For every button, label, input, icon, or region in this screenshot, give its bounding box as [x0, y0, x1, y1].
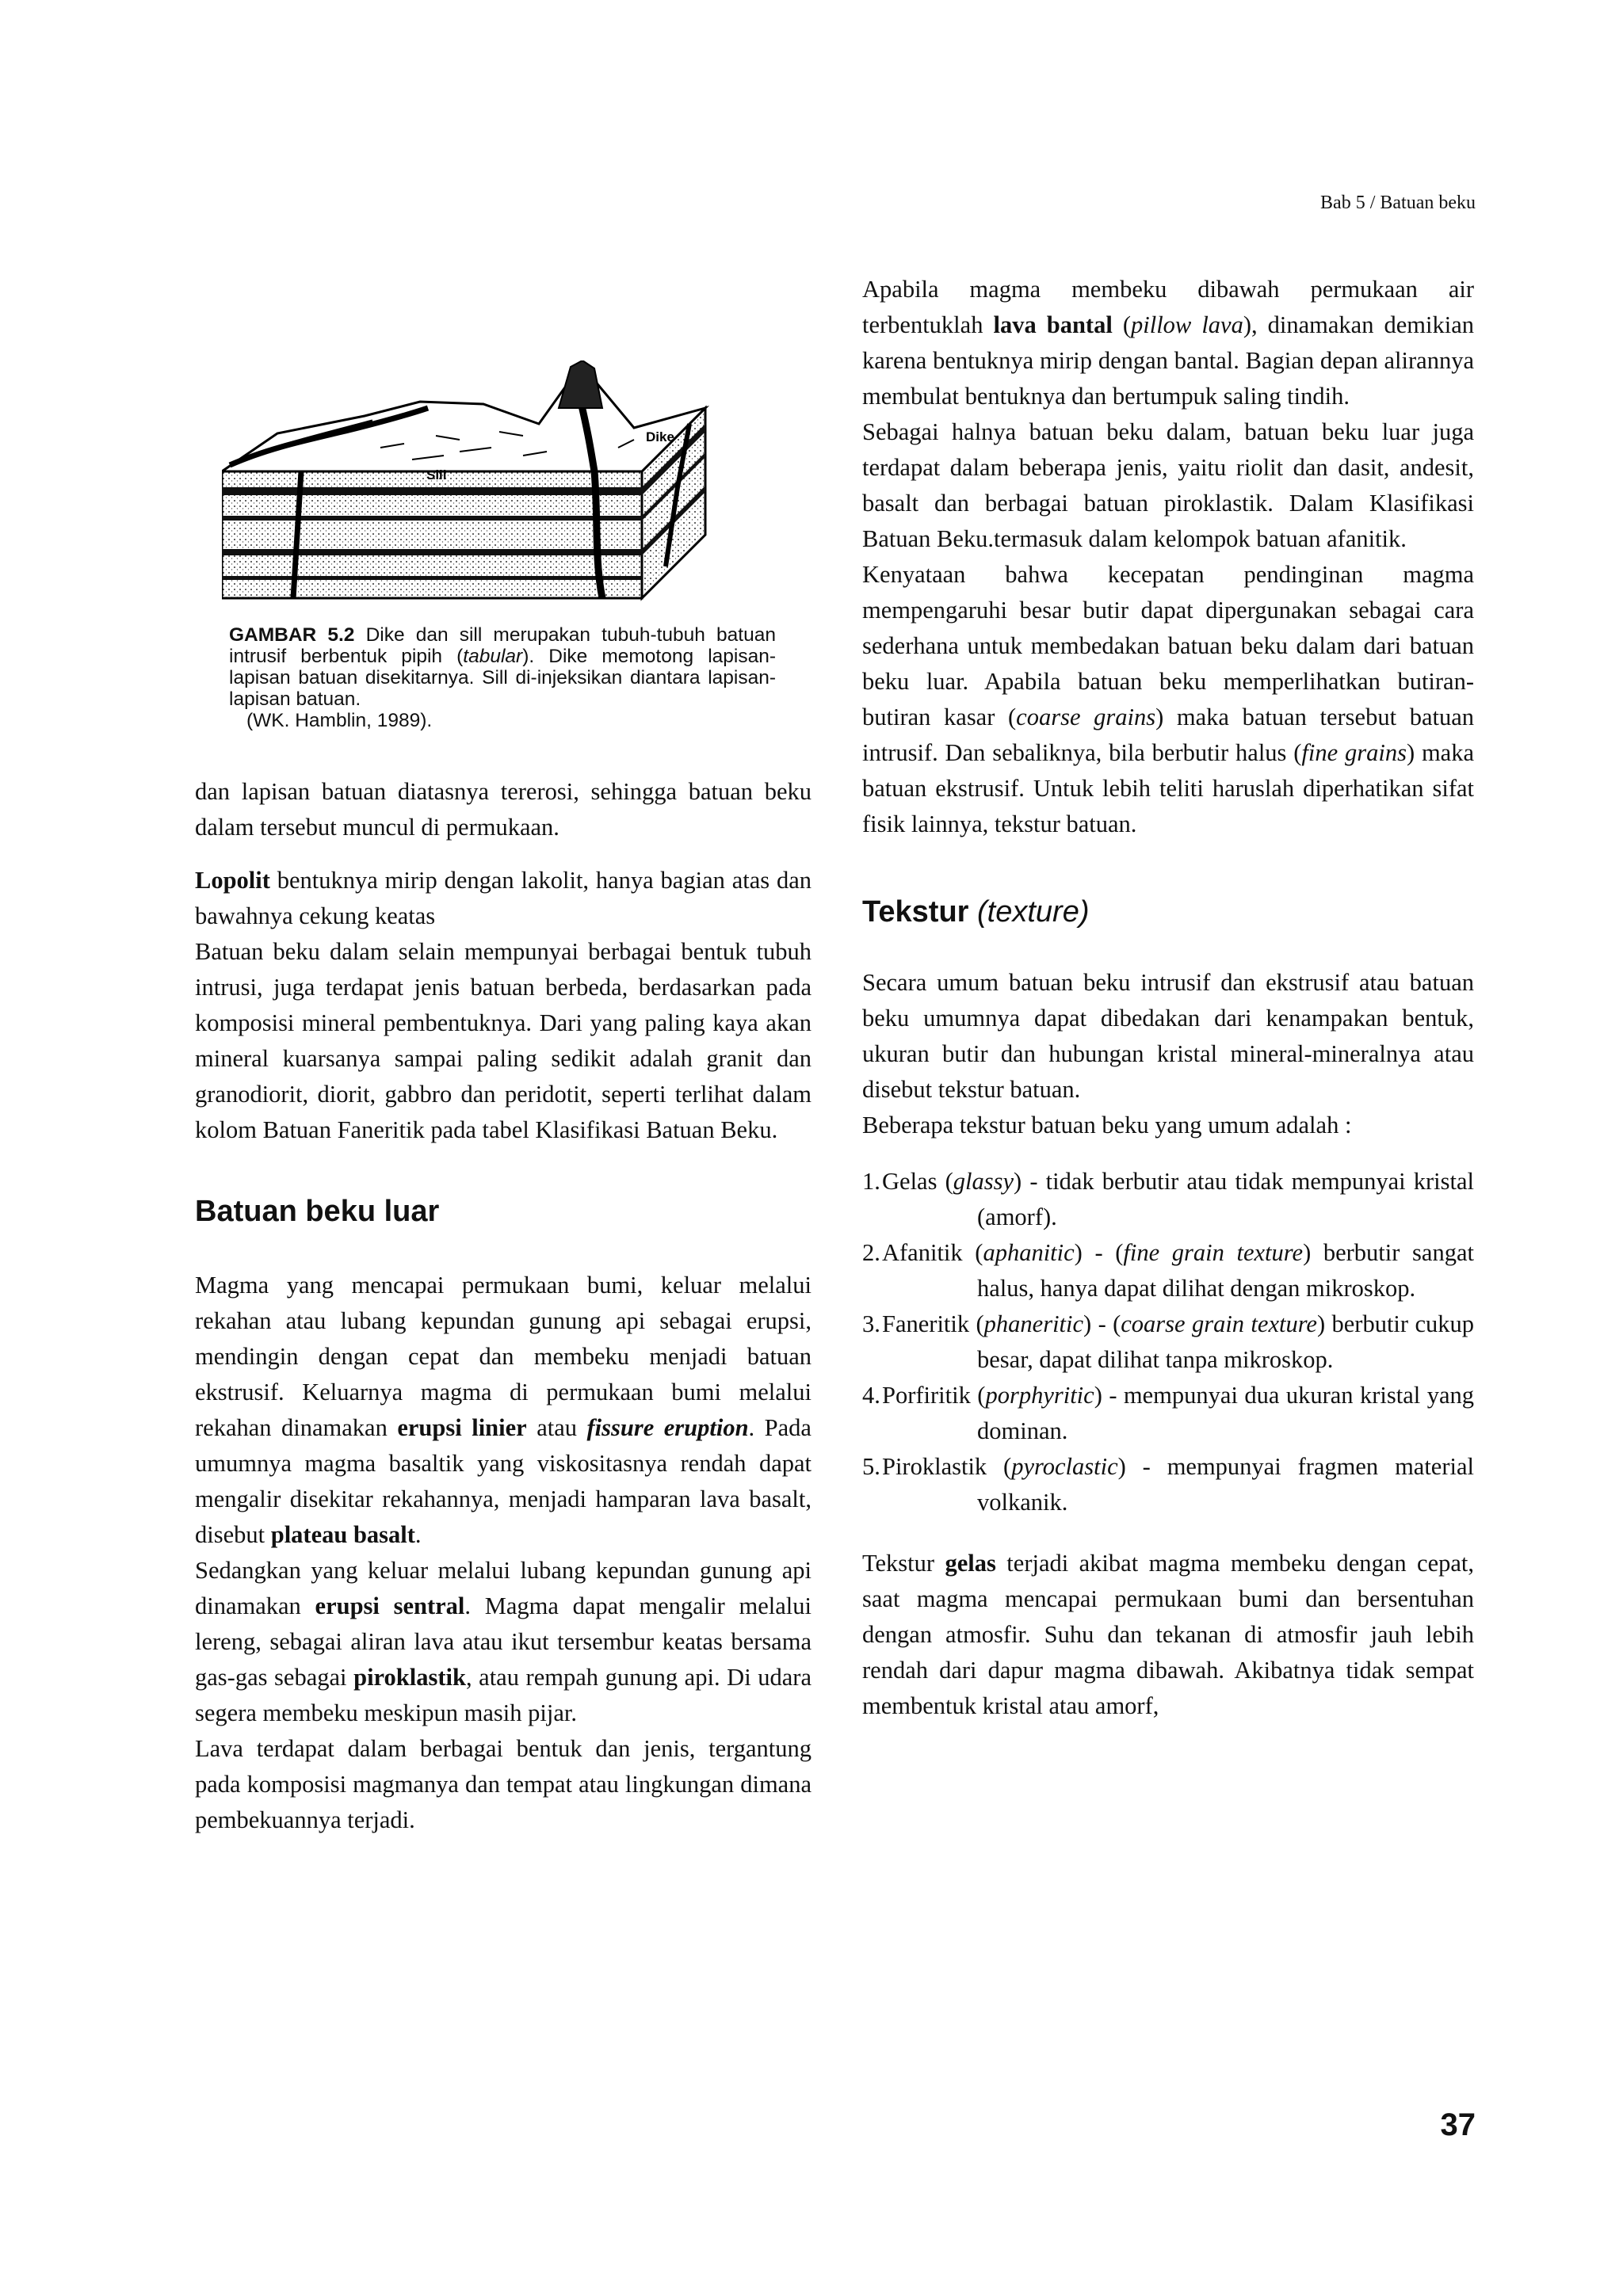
list-text-part: ) - ( — [1074, 1239, 1124, 1266]
heading-italic: (texture) — [977, 895, 1090, 929]
list-term: porphyritic — [985, 1382, 1094, 1409]
paragraph-text: atau — [526, 1414, 587, 1441]
list-term: aphanitic — [983, 1239, 1075, 1266]
paragraph-text: Sedangkan yang keluar melalui lubang kepundan gunung api dinamakan — [195, 1557, 812, 1619]
term: coarse grains — [1016, 704, 1156, 730]
paragraph-text: Apabila magma membeku dibawah permukaan air terbentuklah — [862, 276, 1474, 338]
paragraph: Batuan beku dalam selain mempunyai berbagai bentuk tubuh intrusi, juga terdapat jenis batuan berbeda, berdasarkan pada komposisi mineral pembentuknya. Dari yang paling kaya akan mineral kuarsanya sampai paling sedikit adalah granit dan granodiorit, diorit, gabbro dan peridotit, seperti terlihat dalam kolom Batuan Faneritik pada tabel Klasifikasi Batuan Beku. — [195, 938, 812, 1143]
running-header: Bab 5 / Batuan beku — [1320, 193, 1476, 213]
paragraph-text: ) maka batuan ekstrusif. Untuk lebih teliti haruslah diperhatikan sifat fisik lainnya, tekstur batuan. — [862, 739, 1474, 837]
list-text-part: ) berbutir cukup besar, dapat dilihat tanpa mikroskop. — [977, 1310, 1474, 1373]
paragraph-text: ) maka batuan tersebut batuan intrusif. Dan sebaliknya, bila berbutir halus ( — [862, 704, 1474, 766]
caption-source: (WK. Hamblin, 1989). — [246, 710, 433, 731]
list-number: 1. — [862, 1168, 880, 1195]
term: fissure eruption — [586, 1414, 749, 1441]
list-text-part: ) berbutir sangat halus, hanya dapat dilihat dengan mikroskop. — [977, 1239, 1474, 1302]
term: lava bantal — [993, 311, 1113, 338]
paragraph-text: terjadi akibat magma membeku dengan cepat, saat magma mencapai permukaan bumi dan bersentuhan dengan atmosfir. Suhu dan tekanan di atmosfir jauh lebih rendah dari dapur magma dibawah. Akibatnya tidak sempat membentuk kristal atau amorf, — [862, 1550, 1474, 1719]
list-text-part: Porfiritik ( — [882, 1382, 986, 1409]
list-item — [862, 1306, 1474, 1378]
right-column — [862, 272, 1474, 1724]
caption-italic: tabular — [463, 646, 523, 667]
list-number: 3. — [862, 1310, 880, 1337]
dike-sill-diagram — [222, 360, 761, 610]
list-text-part: ) - ( — [1083, 1310, 1121, 1337]
paragraph-text: Kenyataan bahwa kecepatan pendinginan magma mempengaruhi besar butir dapat dipergunakan sebagai cara sederhana untuk membedakan batuan beku dalam dari batuan beku luar. Apabila batuan beku memperlihatkan butiran-butiran kasar ( — [862, 561, 1474, 730]
paragraph-text: ), dinamakan demikian karena bentuknya mirip dengan bantal. Bagian depan alirannya membulat bentuknya dan bertumpuk saling tindih. — [862, 311, 1475, 410]
term-lopolit: Lopolit — [195, 867, 270, 894]
list-text — [882, 1164, 1474, 1235]
term: erupsi sentral — [315, 1592, 465, 1619]
list-text-part: Afanitik ( — [882, 1239, 983, 1266]
caption-text: ). Dike memotong lapisan-lapisan batuan disekitarnya. Sill di-injeksikan diantara lapisan-lapisan batuan. — [229, 646, 776, 710]
list-item — [862, 1449, 1474, 1520]
term: pillow lava — [1131, 311, 1243, 338]
paragraph-text: . — [414, 1521, 422, 1548]
left-column — [195, 774, 812, 1838]
paragraph — [195, 1268, 812, 1553]
list-item — [862, 1378, 1474, 1449]
term: plateau basalt — [270, 1521, 415, 1548]
paragraph — [862, 272, 1474, 414]
paragraph — [195, 863, 812, 934]
paragraph-text: . Pada umumnya magma basaltik yang viskositasnya rendah dapat mengalir disekitar rekahannya, menjadi hamparan lava basalt, disebut — [195, 1414, 812, 1548]
list-item — [862, 1164, 1474, 1235]
list-text-part: ) - tidak berbutir atau tidak mempunyai kristal (amorf). — [977, 1168, 1474, 1230]
paragraph: Beberapa tekstur batuan beku yang umum adalah : — [862, 1112, 1352, 1138]
section-heading: Batuan beku luar — [195, 1195, 440, 1228]
term: fine grains — [1301, 739, 1407, 766]
list-text-part: Gelas ( — [882, 1168, 953, 1195]
list-number: 5. — [862, 1453, 880, 1480]
term: piroklastik — [353, 1664, 466, 1691]
paragraph — [862, 1546, 1474, 1724]
list-text — [882, 1449, 1474, 1520]
paragraph: Lava terdapat dalam berbagai bentuk dan jenis, tergantung pada komposisi magmanya dan tempat atau lingkungan dimana pembekuannya terjadi. — [195, 1735, 812, 1833]
paragraph — [862, 557, 1474, 842]
paragraph: dan lapisan batuan diatasnya tererosi, sehingga batuan beku dalam tersebut muncul di permukaan. — [195, 778, 812, 841]
list-term: phaneritic — [983, 1310, 1084, 1337]
figure-caption — [229, 624, 776, 731]
heading-text: Tekstur — [862, 895, 978, 929]
paragraph: Secara umum batuan beku intrusif dan ekstrusif atau batuan beku umumnya dapat dibedakan dari kenampakan bentuk, ukuran butir dan hubungan kristal mineral-mineralnya atau disebut tekstur batuan. — [862, 969, 1474, 1103]
page-number: 37 — [1440, 2107, 1476, 2142]
list-term: glassy — [953, 1168, 1014, 1195]
list-term: coarse grain texture — [1121, 1310, 1317, 1337]
paragraph — [195, 1553, 812, 1731]
texture-list — [862, 1164, 1474, 1520]
list-number: 2. — [862, 1239, 880, 1266]
sill-label: Sill — [426, 467, 447, 482]
paragraph-text: bentuknya mirip dengan lakolit, hanya bagian atas dan bawahnya cekung keatas — [195, 867, 812, 929]
paragraph-text: . Magma dapat mengalir melalui lereng, sebagai aliran lava atau ikut tersembur keatas bersama gas-gas sebagai — [195, 1592, 812, 1691]
list-number: 4. — [862, 1382, 880, 1409]
list-text — [882, 1378, 1474, 1449]
paragraph-text: Tekstur — [862, 1550, 945, 1577]
dike-label: Dike — [646, 429, 674, 444]
list-item — [862, 1235, 1474, 1306]
caption-label: GAMBAR 5.2 — [229, 624, 355, 646]
paragraph-text: Magma yang mencapai permukaan bumi, keluar melalui rekahan atau lubang kepundan gunung api sebagai erupsi, mendingin dengan cepat dan membeku menjadi batuan ekstrusif. Keluarnya magma di permukaan bumi melalui rekahan dinamakan — [195, 1272, 812, 1441]
list-term: fine grain texture — [1123, 1239, 1304, 1266]
list-text-part: Piroklastik ( — [882, 1453, 1012, 1480]
paragraph: Sebagai halnya batuan beku dalam, batuan beku luar juga terdapat dalam beberapa jenis, yaitu riolit dan dasit, andesit, basalt dan berbagai batuan piroklastik. Dalam Klasifikasi Batuan Beku.termasuk dalam kelompok batuan afanitik. — [862, 418, 1474, 552]
list-text-part: ) - mempunyai dua ukuran kristal yang dominan. — [977, 1382, 1474, 1444]
list-text — [882, 1306, 1474, 1378]
list-text-part: Faneritik ( — [882, 1310, 984, 1337]
paragraph-text: ( — [1112, 311, 1132, 338]
section-heading — [862, 894, 1474, 930]
paragraph-text: , atau rempah gunung api. Di udara segera membeku meskipun masih pijar. — [195, 1664, 812, 1726]
list-term: pyroclastic — [1011, 1453, 1118, 1480]
list-text — [882, 1235, 1474, 1306]
list-text-part: ) - mempunyai fragmen material volkanik. — [977, 1453, 1474, 1516]
term: gelas — [945, 1550, 996, 1577]
caption-text: Dike dan sill merupakan tubuh-tubuh batuan intrusif berbentuk pipih ( — [229, 624, 776, 667]
term: erupsi linier — [397, 1414, 527, 1441]
